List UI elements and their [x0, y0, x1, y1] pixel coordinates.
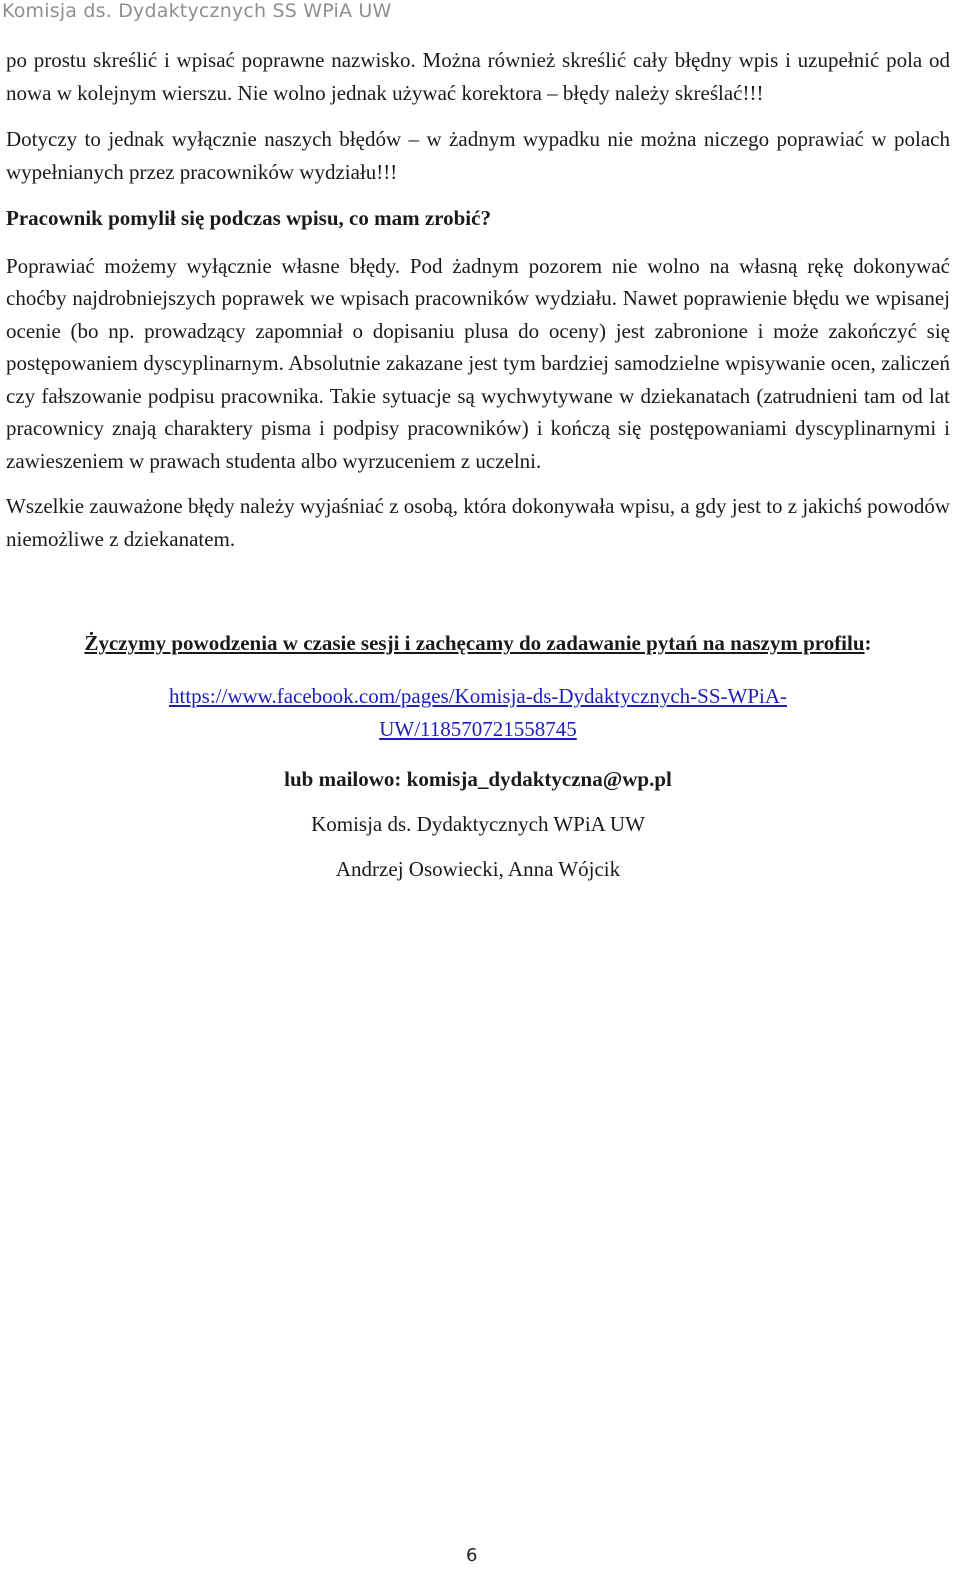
organization-signature: Komisja ds. Dydaktycznych WPiA UW [311, 812, 645, 836]
paragraph-answer: Poprawiać możemy wyłącznie własne błędy. Pod żadnym pozorem nie wolno na własną rękę dokonywać choćby najdrobniejszych poprawek we wpisach pracowników wydziału. Nawet poprawienie błędu we wpisanej ocenie (bo np. prowadzący zapomniał o dopisaniu plusa do oceny) jest zabronione i może zakończyć się postępowaniem dyscyplinarnym. Absolutnie zakazane jest tym bardziej samodzielne wpisywanie ocen, zaliczeń czy fałszowanie podpisu pracownika. Takie sytuacje są wychwytywane w dziekanatach (zatrudnieni tam od lat pracownicy znają charaktery pisma i podpisy pracowników) i kończą się postępowaniami dyscyplinarnymi i zawieszeniem w prawach studenta albo wyrzuceniem z uczelni. [6, 253, 950, 473]
document-body [6, 44, 950, 882]
facebook-link-line-1[interactable]: https://www.facebook.com/pages/Komisja-ds-Dydaktycznych-SS-WPiA- [168, 684, 787, 708]
contact-email: lub mailowo: komisja_dydaktyczna@wp.pl [284, 767, 672, 791]
facebook-link-block [6, 680, 950, 745]
facebook-link-line-2[interactable]: UW/118570721558745 [379, 716, 577, 741]
authors-signature: Andrzej Osowiecki, Anna Wójcik [335, 857, 621, 881]
closing-wish [6, 631, 950, 656]
page-number: 6 [466, 1545, 478, 1566]
closing-wish-text: Życzymy powodzenia w czasie sesji i zachęcamy do zadawanie pytań na naszym profilu [84, 631, 865, 655]
paragraph-correction-rules: po prostu skreślić i wpisać poprawne nazwisko. Można również skreślić cały błędny wpis i uzupełnić pola od nowa w kolejnym wierszu. Nie wolno jednak używać korektora – błędy należy skreślać!!! [6, 48, 950, 105]
running-header: Komisja ds. Dydaktycznych SS WPiA UW [2, 0, 392, 22]
facebook-link[interactable] [169, 684, 787, 741]
paragraph-clarify-errors: Wszelkie zauważone błędy należy wyjaśniać z osobą, która dokonywała wpisu, a gdy jest to z jakichś powodów niemożliwe z dziekanatem. [6, 494, 950, 551]
paragraph-own-errors-only: Dotyczy to jednak wyłącznie naszych błędów – w żadnym wypadku nie można niczego poprawiać w polach wypełnianych przez pracowników wydziału!!! [6, 127, 950, 184]
faq-question: Pracownik pomylił się podczas wpisu, co mam zrobić? [6, 206, 491, 230]
closing-wish-colon: : [864, 631, 872, 655]
